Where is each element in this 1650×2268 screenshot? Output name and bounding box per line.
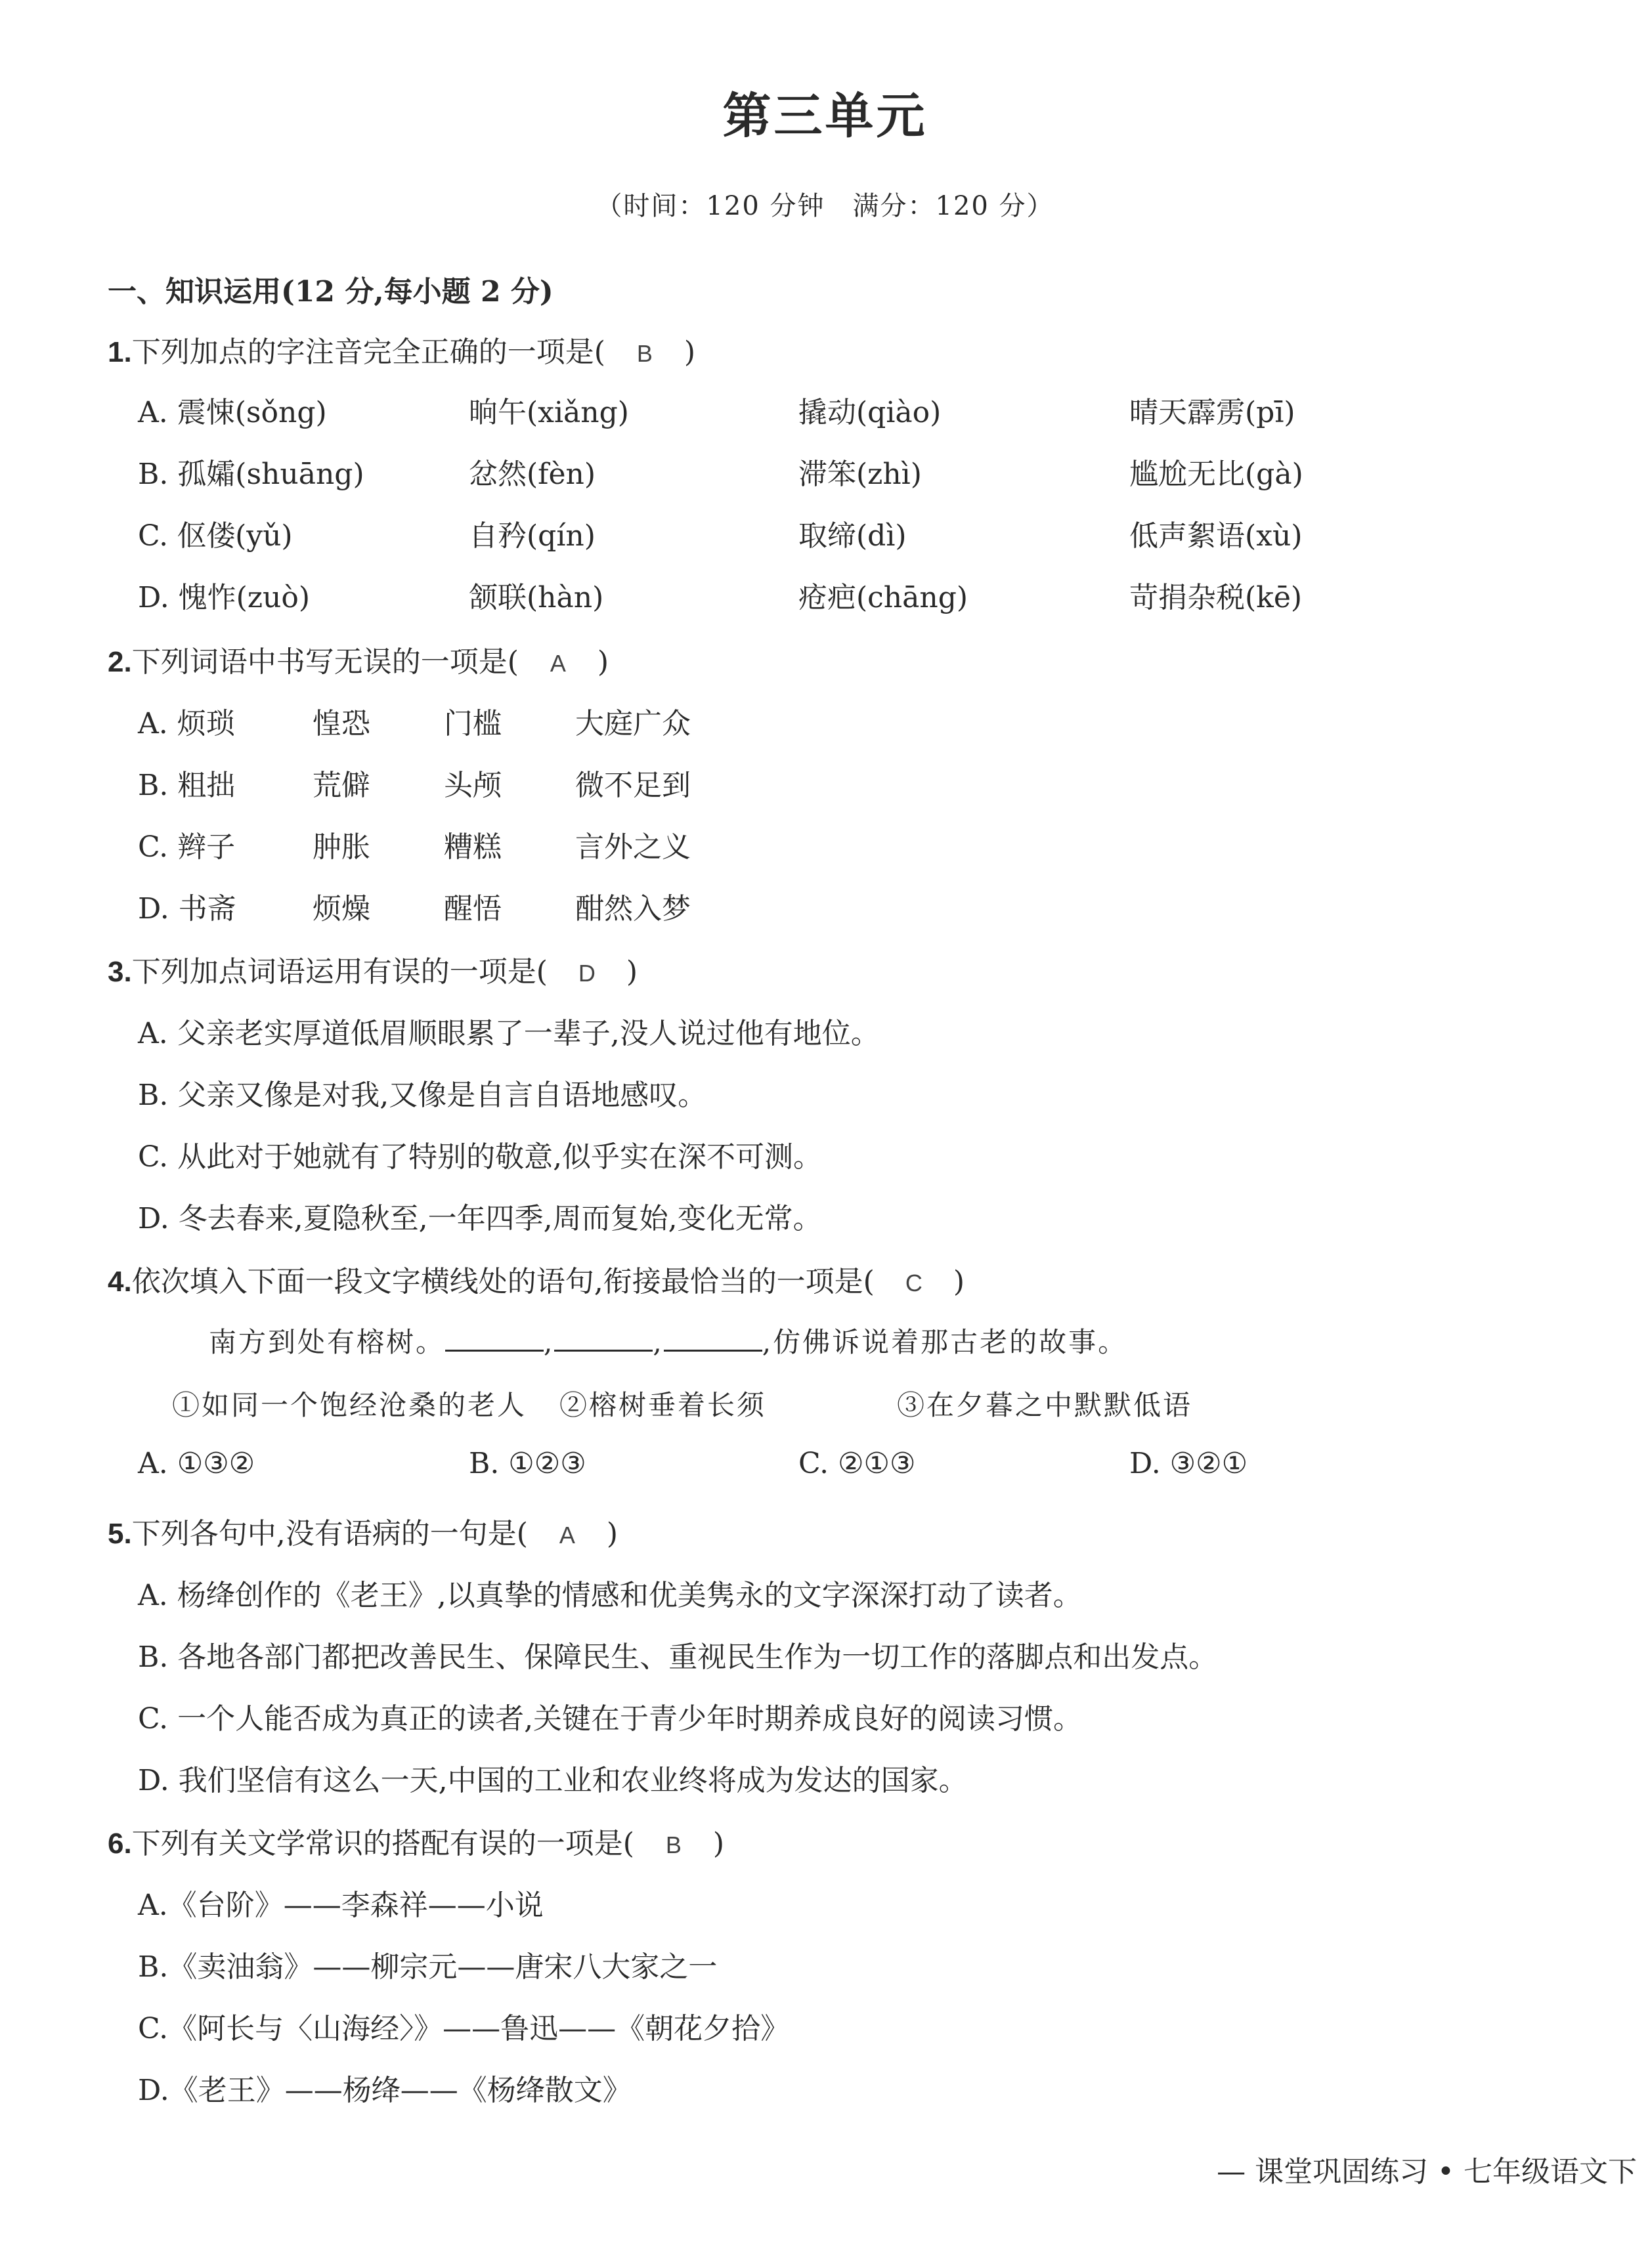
q1-option-b3: 滞笨(zhì) [798, 458, 922, 491]
question-number: 3. [108, 956, 132, 988]
q5-option-a: A. 杨绛创作的《老王》,以真挚的情感和优美隽永的文字深深打动了读者。 [138, 1579, 1082, 1612]
q5-option-d: D. 我们坚信有这么一天,中国的工业和农业终将成为发达的国家。 [138, 1764, 968, 1797]
page-footer: — 课堂巩固练习 • 七年级语文下 [1217, 2155, 1637, 2189]
sentence-1: ①如同一个饱经沧桑的老人 [172, 1389, 527, 1421]
q1-option-d1: D. 愧怍(zuò) [138, 581, 311, 614]
question-2 [108, 638, 609, 680]
q2-option-b1: B. 粗拙 [138, 769, 236, 802]
q3-option-a: A. 父亲老实厚道低眉顺眼累了一辈子,没人说过他有地位。 [138, 1017, 880, 1050]
question-stem-end: ) [597, 645, 609, 679]
question-stem-end: ) [953, 1265, 965, 1298]
q1-option-c4: 低声絮语(xù) [1129, 519, 1303, 553]
blank-line [445, 1326, 544, 1352]
blank-line [554, 1326, 653, 1352]
q2-option-b3: 头颅 [444, 769, 502, 802]
blank-line [664, 1326, 762, 1352]
q2-option-c2: 肿胀 [313, 830, 370, 864]
question-stem-end: ) [684, 335, 696, 369]
sentence-3: ③在夕暮之中默默低语 [897, 1389, 1193, 1421]
q1-option-c1: C. 伛偻(yǔ) [138, 519, 293, 553]
q3-option-c: C. 从此对于她就有了特别的敬意,似乎实在深不可测。 [138, 1140, 823, 1174]
q2-option-d3: 醒悟 [444, 892, 502, 926]
question-stem: 下列有关文学常识的搭配有误的一项是( [131, 1827, 634, 1860]
q6-option-b: B.《卖油翁》——柳宗元——唐宋八大家之一 [138, 1950, 718, 1984]
q2-option-a2: 惶恐 [313, 707, 370, 740]
q2-option-b4: 微不足到 [575, 769, 691, 802]
fill-blank-passage: 南方到处有榕树。 , , ,仿佛诉说着那古老的故事。 [209, 1326, 1128, 1358]
q4-option-a: A. ①③② [138, 1447, 255, 1480]
q2-option-c3: 糟糕 [444, 830, 502, 864]
q2-option-c4: 言外之义 [575, 830, 691, 864]
q6-option-d: D.《老王》——杨绛——《杨绛散文》 [138, 2074, 632, 2107]
answer-mark: A [559, 1522, 575, 1549]
question-number: 6. [108, 1828, 132, 1860]
q3-option-b: B. 父亲又像是对我,又像是自言自语地感叹。 [138, 1079, 707, 1112]
q1-option-a1: A. 震悚(sǒng) [138, 396, 327, 429]
question-stem-end: ) [712, 1827, 725, 1860]
q1-option-d4: 苛捐杂税(kē) [1129, 581, 1303, 614]
q4-option-c: C. ②①③ [798, 1447, 916, 1480]
question-stem: 下列各句中,没有语病的一句是( [131, 1517, 528, 1551]
q2-option-a4: 大庭广众 [575, 707, 691, 740]
question-stem: 下列加点词语运用有误的一项是( [131, 955, 548, 989]
answer-mark: C [905, 1270, 923, 1296]
q2-option-a3: 门槛 [444, 707, 502, 740]
q6-option-c: C.《阿长与〈山海经〉》——鲁迅——《朝花夕拾》 [138, 2012, 790, 2045]
passage-lead: 南方到处有榕树。 [209, 1326, 446, 1358]
question-stem-end: ) [626, 955, 638, 989]
question-number: 2. [108, 646, 132, 678]
q1-option-a2: 晌午(xiǎng) [469, 396, 629, 429]
question-number: 4. [108, 1266, 132, 1298]
sentence-2: ②榕树垂着长须 [559, 1389, 767, 1421]
q4-option-b: B. ①②③ [469, 1447, 586, 1480]
answer-mark: B [665, 1831, 682, 1858]
q5-option-c: C. 一个人能否成为真正的读者,关键在于青少年时期养成良好的阅读习惯。 [138, 1702, 1083, 1736]
q1-option-d3: 疮疤(chāng) [798, 581, 968, 614]
q4-option-d: D. ③②① [1129, 1447, 1248, 1480]
question-number: 1. [108, 336, 132, 368]
question-1 [108, 328, 695, 370]
q5-option-b: B. 各地各部门都把改善民生、保障民生、重视民生作为一切工作的落脚点和出发点。 [138, 1640, 1218, 1674]
question-5 [108, 1510, 618, 1552]
q2-option-d1: D. 书斋 [138, 892, 236, 926]
q2-option-d4: 酣然入梦 [575, 892, 691, 926]
q2-option-c1: C. 辫子 [138, 830, 236, 864]
q1-option-d2: 颔联(hàn) [469, 581, 604, 614]
exam-info: （时间：120 分钟 满分：120 分） [596, 191, 1054, 221]
question-stem: 下列词语中书写无误的一项是( [131, 645, 519, 679]
q1-option-b1: B. 孤孀(shuāng) [138, 458, 364, 491]
section-heading: 一、知识运用(12 分,每小题 2 分) [108, 275, 554, 309]
q6-option-a: A.《台阶》——李森祥——小说 [138, 1889, 544, 1922]
q1-option-a4: 晴天霹雳(pī) [1129, 396, 1295, 429]
answer-mark: A [550, 650, 566, 677]
q2-option-a1: A. 烦琐 [138, 707, 235, 740]
question-stem-end: ) [606, 1517, 619, 1551]
q1-option-b4: 尴尬无比(gà) [1129, 458, 1303, 491]
q1-option-c2: 自矜(qín) [469, 519, 596, 553]
question-4 [108, 1258, 965, 1300]
q1-option-a3: 撬动(qiào) [798, 396, 942, 429]
q2-option-d2: 烦燥 [313, 892, 370, 926]
q1-option-b2: 忿然(fèn) [469, 458, 596, 491]
q2-option-b2: 荒僻 [313, 769, 370, 802]
question-3 [108, 948, 638, 990]
answer-mark: B [636, 340, 653, 367]
question-stem: 依次填入下面一段文字横线处的语句,衔接最恰当的一项是( [131, 1265, 875, 1298]
question-stem: 下列加点的字注音完全正确的一项是( [131, 335, 605, 369]
page-title: 第三单元 [722, 88, 928, 144]
question-number: 5. [108, 1518, 132, 1550]
q3-option-d: D. 冬去春来,夏隐秋至,一年四季,周而复始,变化无常。 [138, 1202, 822, 1235]
answer-mark: D [578, 960, 596, 987]
question-6 [108, 1820, 724, 1862]
q1-option-c3: 取缔(dì) [798, 519, 907, 553]
passage-tail: 仿佛诉说着那古老的故事。 [773, 1326, 1128, 1358]
